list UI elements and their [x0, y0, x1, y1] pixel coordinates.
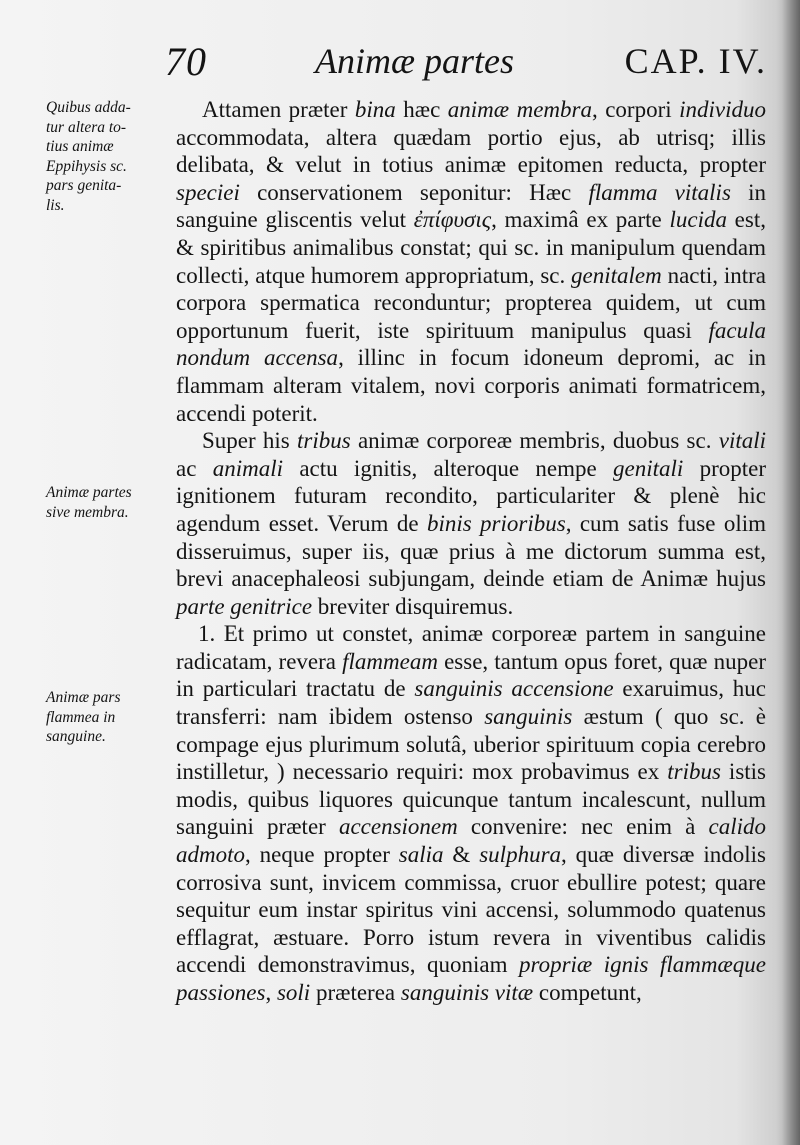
- italic-run: sanguinis vitæ: [400, 980, 534, 1005]
- italic-run: speciei: [176, 179, 240, 205]
- italic-run: ἐπίφυσις: [413, 207, 492, 233]
- italic-run: bina: [354, 97, 396, 122]
- text-run: ac: [176, 455, 213, 481]
- italic-run: sulphura: [479, 842, 562, 868]
- paragraph: [176, 427, 766, 620]
- text-run: competunt,: [533, 980, 642, 1005]
- italic-run: parte genitrice: [176, 593, 313, 619]
- italic-run: tribus: [667, 759, 721, 785]
- page-header: [165, 38, 785, 88]
- text-run: , illinc in focum idoneum depromi, ac in flammam alteram vitalem, novi corporis animati formatricem, accendi poterit.: [176, 345, 766, 426]
- text-run: accommodata, altera quædam portio ejus, ab utrisq; illis delibata, & velut in totius animæ epitomen reducta, propter: [176, 124, 766, 178]
- margin-note-2: Animæ partes sive membra.: [46, 484, 132, 521]
- paragraph: [176, 620, 766, 1006]
- italic-run: animali: [212, 455, 284, 481]
- text-run: breviter disquiremus.: [312, 593, 514, 619]
- text-run: in sanguine gliscentis velut: [176, 179, 767, 233]
- text-run: præterea: [310, 980, 401, 1005]
- text-run: nacti, intra corpora spermatica reconduntur; propterea quidem, ut cum opportunum fuerit, iste spirituum manipulus quasi: [176, 262, 766, 343]
- text-run: Attamen præter: [202, 97, 355, 122]
- italic-run: sanguinis: [484, 704, 573, 730]
- italic-run: lucida: [669, 207, 727, 233]
- text-run: exaruimus, huc transferri: nam ibidem ostenso: [176, 676, 767, 730]
- chapter-heading: CAP. IV.: [624, 41, 767, 81]
- text-run: actu ignitis, alteroque nempe: [283, 455, 613, 481]
- text-run: convenire: nec enim à: [457, 814, 709, 840]
- main-text: [176, 96, 766, 1007]
- italic-run: salia: [398, 842, 444, 868]
- text-run: ,: [265, 980, 277, 1005]
- italic-run: propriæ ignis flammæque passiones: [176, 952, 766, 1005]
- text-run: æstum ( quo sc. è compage ejus plurimum solutâ, uberior spirituum copia cerebro instilletur, ) necessario requiri: mox probavimus ex: [176, 704, 766, 785]
- text-run: conservationem seponitur: Hæc: [239, 179, 589, 205]
- text-run: istis modis, quibus liquores quicunque tantum incalescunt, nullum sanguini præter: [176, 759, 766, 840]
- text-run: , corpori: [592, 97, 680, 122]
- italic-run: flamma vitalis: [588, 179, 731, 205]
- text-run: esse, tantum opus foret, quæ nuper in particulari tractatu de: [176, 648, 766, 702]
- text-run: &: [443, 842, 480, 868]
- italic-run: flammeam: [342, 648, 438, 674]
- margin-note-1: Quibus adda- tur altera to- tius animæ Eppihysis sc. pars genita- lis.: [46, 99, 131, 214]
- paragraph: [176, 96, 766, 427]
- italic-run: genitalem: [571, 262, 662, 288]
- italic-run: individuo: [679, 97, 766, 122]
- italic-run: sanguinis accensione: [414, 676, 614, 702]
- text-run: hæc: [395, 97, 448, 122]
- italic-run: vitali: [718, 428, 767, 454]
- page-number: 70: [165, 39, 207, 84]
- text-run: est, & spiritibus animalibus constat; qui sc. in manipulum quendam collecti, atque humorem appropriatum, sc.: [176, 207, 766, 288]
- spine-shadow: [782, 0, 800, 1145]
- running-title: Animæ partes: [315, 41, 515, 81]
- italic-run: soli: [276, 980, 311, 1005]
- margin-note-3: Animæ pars flammea in sanguine.: [46, 689, 121, 745]
- text-run: , maximâ ex parte: [491, 207, 670, 233]
- italic-run: tribus: [297, 428, 351, 454]
- text-run: , neque propter: [245, 842, 399, 868]
- italic-run: animæ membra: [447, 97, 592, 122]
- italic-run: facula nondum accensa: [176, 317, 766, 371]
- text-run: animæ corporeæ membris, duobus sc.: [350, 428, 719, 454]
- italic-run: binis prioribus: [426, 510, 566, 536]
- text-run: propter ignitionem futuram recondito, particulariter & plenè hic agendum esset. Verum de: [176, 455, 767, 536]
- text-run: , quæ diversæ indolis corrosiva sunt, invicem commissa, cruor ebullire potest; quare sequitur eum instar spiritus vini accensi, solummodo quatenus efflagrat, æstuare. Porro istum revera in viventibus calidis accendi demonstravimus, quoniam: [176, 842, 766, 978]
- text-run: 1. Et primo ut constet, animæ corporeæ partem in sanguine radicatam, revera: [176, 621, 766, 674]
- text-run: Super his: [202, 428, 298, 454]
- italic-run: accensionem: [338, 814, 458, 840]
- italic-run: calido admoto: [176, 814, 766, 868]
- italic-run: genitali: [613, 455, 684, 481]
- text-run: , cum satis fuse olim disseruimus, super iis, quæ prius à me dictorum summa est, brevi anacephaleosi subjungam, deinde etiam de Animæ hujus: [176, 510, 766, 592]
